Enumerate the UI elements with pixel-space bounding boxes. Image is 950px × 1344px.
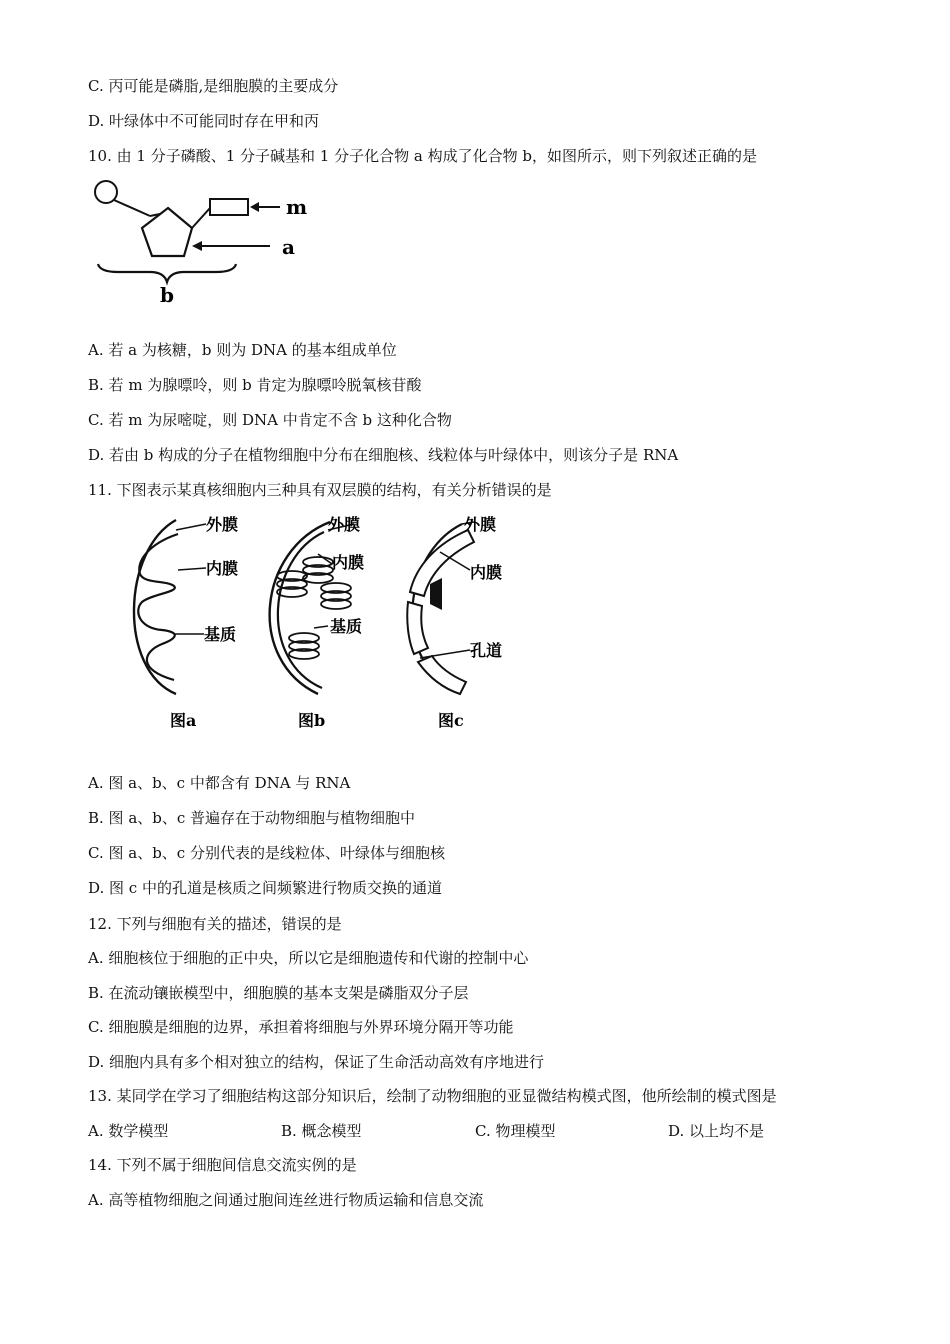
- phosphate-circle: [95, 181, 117, 203]
- brace-b: [98, 264, 236, 282]
- figure-b-caption: 图b: [298, 711, 326, 730]
- q9-option-c: C. 丙可能是磷脂,是细胞膜的主要成分: [88, 77, 339, 95]
- organelles-figure: [118, 510, 538, 740]
- figure-c-caption: 图c: [438, 711, 464, 730]
- nucleus-segment-2: [407, 602, 428, 654]
- label-m: m: [286, 195, 308, 219]
- base-rectangle: [210, 199, 248, 215]
- q14-option-a: A. 高等植物细胞之间通过胞间连丝进行物质运输和信息交流: [88, 1191, 484, 1209]
- q12-option-d: D. 细胞内具有多个相对独立的结构，保证了生命活动高效有序地进行: [88, 1053, 545, 1071]
- nucleus-outer-label: 外膜: [464, 515, 497, 534]
- q13-stem: 13. 某同学在学习了细胞结构这部分知识后，绘制了动物细胞的亚显微结构模式图，他所绘制的模式图是: [88, 1087, 777, 1105]
- figure-a-mitochondrion: [134, 515, 238, 730]
- figure-a-caption: 图a: [170, 711, 197, 730]
- nucleotide-diagram: [88, 172, 328, 312]
- mito-inner-label: 内膜: [206, 559, 239, 578]
- chloro-outer-text: 外膜: [328, 515, 361, 534]
- q12-option-c: C. 细胞膜是细胞的边界，承担着将细胞与外界环境分隔开等功能: [88, 1018, 514, 1036]
- q11-option-b: B. 图 a、b、c 普遍存在于动物细胞与植物细胞中: [88, 809, 416, 827]
- arrow-m-head: [250, 202, 259, 212]
- chloro-matrix-leader: [314, 626, 328, 628]
- q10-option-c: C. 若 m 为尿嘧啶，则 DNA 中肯定不含 b 这种化合物: [88, 411, 452, 429]
- chloro-inner-label: 内膜: [332, 553, 365, 572]
- grana-stack-4: [289, 633, 319, 659]
- q9-option-d: D. 叶绿体中不可能同时存在甲和丙: [88, 112, 320, 130]
- q12-option-b: B. 在流动镶嵌模型中，细胞膜的基本支架是磷脂双分子层: [88, 984, 469, 1002]
- figure-c-nucleus: [407, 515, 502, 730]
- figure-b-chloroplast: [270, 515, 364, 730]
- nucleus-pore-leader: [420, 650, 470, 658]
- mito-outer-leader: [176, 524, 206, 530]
- q14-stem: 14. 下列不属于细胞间信息交流实例的是: [88, 1156, 357, 1174]
- mito-inner-leader: [178, 568, 206, 570]
- nucleus-segment-3: [418, 656, 466, 694]
- phosphate-bond: [114, 200, 150, 216]
- q10-stem: 10. 由 1 分子磷酸、1 分子碱基和 1 分子化合物 a 构成了化合物 b，如图所示，则下列叙述正确的是: [88, 147, 757, 165]
- mito-matrix-label: 基质: [204, 625, 237, 644]
- q11-option-a: A. 图 a、b、c 中都含有 DNA 与 RNA: [88, 774, 351, 792]
- q13-option-a: A. 数学模型: [88, 1122, 169, 1140]
- q13-option-b: B. 概念模型: [281, 1122, 362, 1140]
- q13-option-c: C. 物理模型: [475, 1122, 556, 1140]
- q11-option-d: D. 图 c 中的孔道是核质之间频繁进行物质交换的通道: [88, 879, 442, 897]
- q12-option-a: A. 细胞核位于细胞的正中央，所以它是细胞遗传和代谢的控制中心: [88, 949, 529, 967]
- nucleolus-shape: [430, 578, 442, 610]
- q10-option-d: D. 若由 b 构成的分子在植物细胞中分布在细胞核、线粒体与叶绿体中，则该分子是 RNA: [88, 446, 679, 464]
- q13-option-d: D. 以上均不是: [668, 1122, 765, 1140]
- arrow-a-head: [192, 241, 202, 251]
- nucleus-pore-label: 孔道: [470, 641, 503, 660]
- base-bond: [192, 208, 210, 228]
- label-b: b: [160, 283, 174, 307]
- q13-options-row: [88, 1121, 888, 1141]
- label-a: a: [282, 235, 295, 259]
- q11-option-c: C. 图 a、b、c 分别代表的是线粒体、叶绿体与细胞核: [88, 844, 445, 862]
- q12-stem: 12. 下列与细胞有关的描述，错误的是: [88, 915, 342, 933]
- grana-stack-3: [321, 583, 351, 609]
- q10-option-a: A. 若 a 为核糖，b 则为 DNA 的基本组成单位: [88, 341, 397, 359]
- mito-inner-membrane: [138, 534, 178, 680]
- q11-stem: 11. 下图表示某真核细胞内三种具有双层膜的结构，有关分析错误的是: [88, 481, 552, 499]
- mito-outer-label: 外膜: [206, 515, 239, 534]
- q10-option-b: B. 若 m 为腺嘌呤，则 b 肯定为腺嘌呤脱氧核苷酸: [88, 376, 422, 394]
- nucleus-inner-label: 内膜: [470, 563, 503, 582]
- chloro-matrix-label: 基质: [330, 617, 363, 636]
